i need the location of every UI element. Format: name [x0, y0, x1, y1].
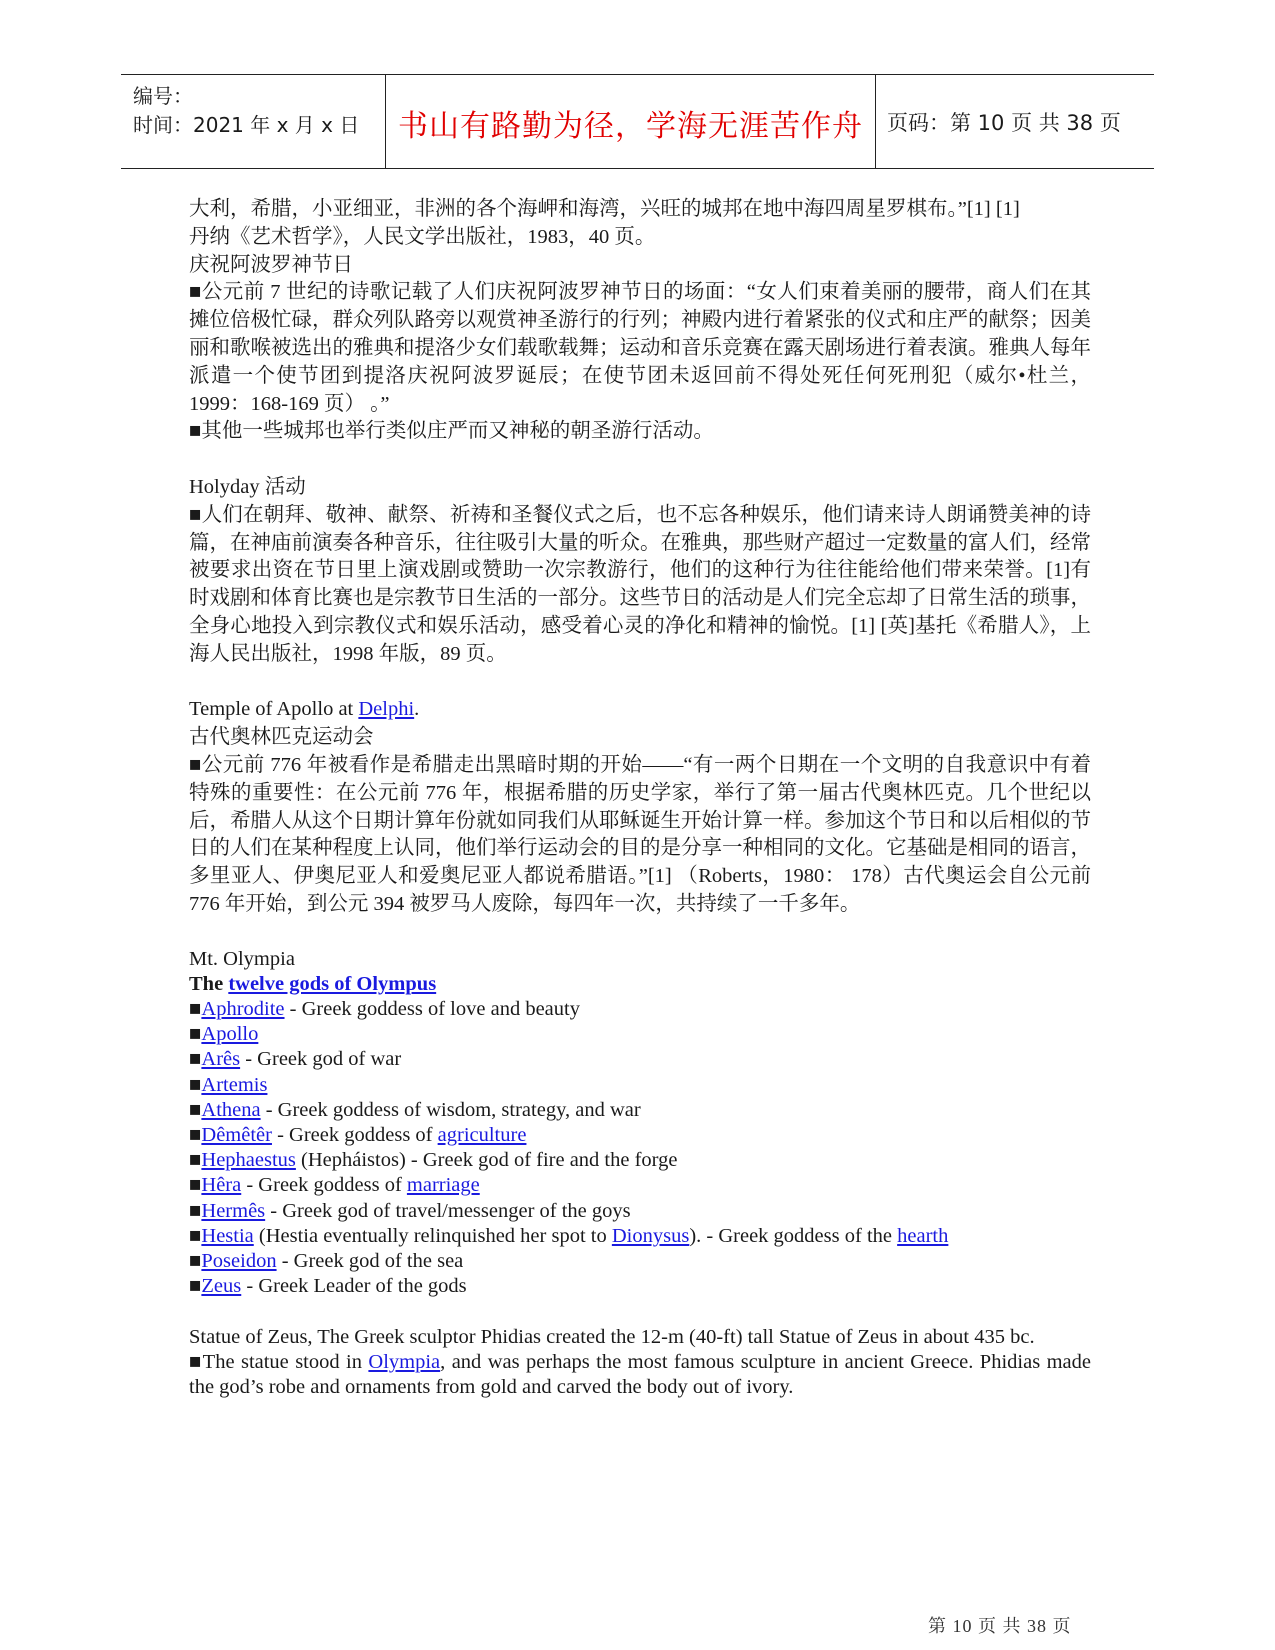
paragraph-holyday: ■人们在朝拜、敬神、献祭、祈祷和圣餐仪式之后，也不忘各种娱乐，他们请来诗人朗诵赞美神的诗篇，在神庙前演奏各种音乐，往往吸引大量的听众。在雅典，那些财产超过一定数量的富人们，经常被要求出资在节日里上演戏剧或赞助一次宗教游行，他们的这种行为往往能给他们带来荣誉。[1]有时戏剧和体育比赛也是宗教节日生活的一部分。这些节日的活动是人们完全忘却了日常生活的琐事，全身心地投入到宗教仪式和娱乐活动，感受着心灵的净化和精神的愉悦。[1] [英]基托《希腊人》，上海人民出版社，1998 年版，89 页。 [189, 503, 1091, 665]
temple-suffix: . [414, 698, 420, 721]
aphrodite-link[interactable]: Aphrodite [201, 997, 285, 1020]
bullet-icon: ■ [189, 1048, 202, 1071]
god-item-aphrodite [189, 997, 1091, 1022]
god-item-hera [189, 1173, 1091, 1198]
hermes-link[interactable]: Hermês [201, 1199, 266, 1222]
artemis-link[interactable]: Artemis [201, 1073, 268, 1096]
god-item-poseidon [189, 1249, 1091, 1274]
twelve-gods-link[interactable]: twelve gods of Olympus [228, 972, 437, 995]
document-body [189, 196, 1091, 1400]
header-page-number: 页码：第 10 页 共 38 页 [887, 111, 1121, 135]
header-right-cell [875, 75, 1154, 168]
poseidon-link[interactable]: Poseidon [201, 1249, 277, 1272]
section-heading-apollo: 庆祝阿波罗神节日 [189, 253, 353, 276]
statue-text: ■The statue stood in [189, 1350, 369, 1373]
paragraph-olympic: ■公元前 776 年被看作是希腊走出黑暗时期的开始——“有一两个日期在一个文明的自我意识中有着特殊的重要性：在公元前 776 年，根据希腊的历史学家，举行了第一届古代奥林匹克。几个世纪以后，希腊人从这个日期计算年份就如同我们从耶稣诞生开始计算一样。参加这个节日和以后相似的节日的人们在某种程度上认同，他们举行运动会的目的是分享一种相同的文化。它基础是相同的语言，多里亚人、伊奥尼亚人和爱奥尼亚人都说希腊语。”[1] （Roberts，1980： 178）古代奥运会自公元前 776 年开始，到公元 394 被罗马人废除，每四年一次，共持续了一千多年。 [189, 753, 1091, 915]
god-item-zeus [189, 1274, 1091, 1299]
paragraph-apollo-festival: ■公元前 7 世纪的诗歌记载了人们庆祝阿波罗神节日的场面：“女人们束着美丽的腰带，商人们在其摊位倍极忙碌，群众列队路旁以观赏神圣游行的行列；神殿内进行着紧张的仪式和庄严的献祭；因美丽和歌喉被选出的雅典和提洛少女们载歌载舞；运动和音乐竞赛在露天剧场进行着表演。雅典人每年派遣一个使节团到提洛庆祝阿波罗诞辰；在使节团未返回前不得处死任何死刑犯（威尔•杜兰，1999：168-169 页） 。” [189, 281, 1091, 415]
god-description: - Greek goddess of [271, 1123, 438, 1146]
god-description: - Greek goddess of love and beauty [284, 997, 580, 1020]
agriculture-link[interactable]: agriculture [437, 1123, 527, 1146]
dionysus-link[interactable]: Dionysus [611, 1224, 690, 1247]
ares-link[interactable]: Arês [201, 1048, 241, 1071]
spacer [189, 919, 1091, 947]
spacer [189, 1299, 1091, 1324]
god-description: (Hepháistos) - Greek god of fire and the forge [295, 1149, 678, 1172]
delphi-link[interactable]: Delphi [358, 698, 415, 721]
bullet-icon: ■ [189, 1174, 202, 1197]
section-heading-mt-olympia: Mt. Olympia [189, 947, 295, 970]
statue-location-paragraph [189, 1350, 1091, 1400]
god-item-demeter [189, 1123, 1091, 1148]
god-item-hephaestus [189, 1148, 1091, 1173]
hestia-link[interactable]: Hestia [201, 1224, 254, 1247]
page-header [121, 74, 1154, 169]
god-description: - Greek goddess of [241, 1174, 407, 1197]
footnote-reference: 丹纳《艺术哲学》，人民文学出版社，1983，40 页。 [189, 225, 656, 248]
god-item-apollo [189, 1022, 1091, 1047]
hephaestus-link[interactable]: Hephaestus [201, 1149, 296, 1172]
section-heading-holyday: Holyday 活动 [189, 475, 306, 498]
header-middle-cell [385, 75, 876, 168]
paragraph-continuation: 大利，希腊，小亚细亚，非洲的各个海岬和海湾，兴旺的城邦在地中海四周星罗棋布。”[1] [1] [189, 198, 1020, 220]
athena-link[interactable]: Athena [201, 1098, 261, 1121]
olympia-link[interactable]: Olympia [368, 1350, 441, 1373]
god-description-cont: ). - Greek goddess of the [689, 1224, 898, 1247]
bullet-icon: ■ [189, 1199, 202, 1222]
marriage-link[interactable]: marriage [406, 1174, 480, 1197]
spacer [189, 669, 1091, 697]
bullet-icon: ■ [189, 1149, 202, 1172]
apollo-link[interactable]: Apollo [201, 1023, 259, 1046]
god-item-hermes [189, 1199, 1091, 1224]
header-left-cell [121, 75, 385, 168]
document-number-label: 编号： [133, 84, 193, 108]
god-description: (Hestia eventually relinquished her spot to [253, 1224, 612, 1247]
temple-text: Temple of Apollo at [189, 698, 359, 721]
god-item-athena [189, 1098, 1091, 1123]
page-footer: 第 10 页 共 38 页 [928, 1616, 1072, 1636]
section-heading-olympic: 古代奥林匹克运动会 [189, 726, 374, 749]
god-item-hestia [189, 1224, 1091, 1249]
bullet-icon: ■ [189, 1224, 202, 1247]
spacer [189, 446, 1091, 474]
gods-heading-prefix: The [189, 972, 229, 995]
statue-of-zeus-paragraph: Statue of Zeus, The Greek sculptor Phidias created the 12-m (40-ft) tall Statue of Zeus in about 435 bc. [189, 1325, 1035, 1348]
god-description: - Greek Leader of the gods [241, 1275, 467, 1298]
gods-heading [189, 972, 1091, 997]
bullet-icon: ■ [189, 997, 202, 1020]
document-date-label: 时间：2021 年 x 月 x 日 [133, 113, 360, 137]
god-description: - Greek goddess of wisdom, strategy, and war [260, 1098, 641, 1121]
gods-section [189, 947, 1091, 1401]
zeus-link[interactable]: Zeus [201, 1275, 242, 1298]
bullet-icon: ■ [189, 1123, 202, 1146]
statue-text-cont: , and was perhaps the most famous sculpture in ancient Greece. Phidias made the god’s robe and ornaments from gold and carved the body out of ivory. [189, 1350, 1091, 1398]
god-item-artemis [189, 1073, 1091, 1098]
demeter-link[interactable]: Dêmêtêr [201, 1123, 272, 1146]
hearth-link[interactable]: hearth [897, 1224, 949, 1247]
temple-of-apollo-line [189, 696, 1091, 724]
bullet-icon: ■ [189, 1275, 202, 1298]
god-description: - Greek god of war [240, 1048, 402, 1071]
bullet-icon: ■ [189, 1249, 202, 1272]
god-description: - Greek god of travel/messenger of the goys [265, 1199, 631, 1222]
header-motto: 书山有路勤为径，学海无涯苦作舟 [398, 109, 863, 144]
god-description: - Greek god of the sea [276, 1249, 464, 1272]
bullet-icon: ■ [189, 1073, 202, 1096]
god-item-ares [189, 1047, 1091, 1072]
paragraph-other-cities: ■其他一些城邦也举行类似庄严而又神秘的朝圣游行活动。 [189, 420, 714, 443]
hera-link[interactable]: Hêra [201, 1174, 242, 1197]
bullet-icon: ■ [189, 1023, 202, 1046]
bullet-icon: ■ [189, 1098, 202, 1121]
